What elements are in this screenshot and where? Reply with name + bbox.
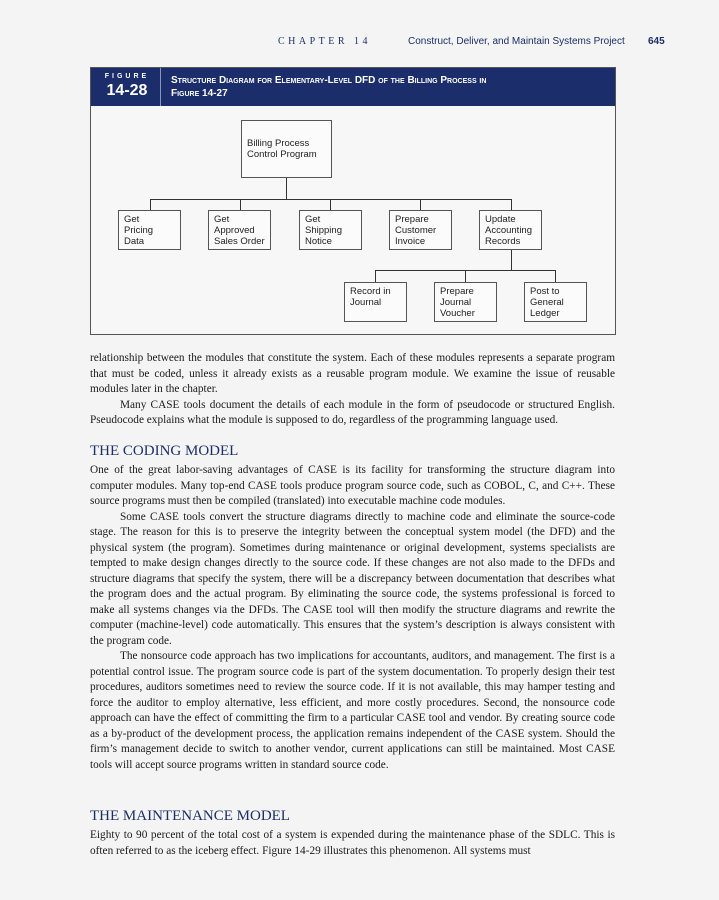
body-section-2 — [90, 463, 615, 773]
connector-to-pricing — [150, 199, 151, 210]
label: Record in — [350, 286, 391, 297]
connector-to-ledger — [555, 270, 556, 282]
connector-to-shipping — [330, 199, 331, 210]
label: Pricing — [124, 225, 154, 236]
label: Journal — [440, 297, 472, 308]
chapter-label: CHAPTER 14 — [278, 36, 372, 47]
label: Journal — [350, 297, 382, 308]
running-header — [0, 36, 719, 50]
running-title: Construct, Deliver, and Maintain Systems Project — [408, 36, 625, 47]
figure-title-bar — [91, 68, 615, 106]
label: Sales Order — [214, 236, 265, 247]
box-record-in-journal — [344, 282, 407, 322]
figure-title-line2: Figure 14-27 — [171, 88, 228, 99]
box-prepare-journal-voucher — [434, 282, 497, 322]
paragraph: Many CASE tools document the details of each module in the form of pseudocode or structured English. Pseudocode explains what the module is supposed to do, regardless of the programming language used. — [90, 398, 615, 426]
box-billing-process-control — [241, 120, 332, 178]
paragraph: Some CASE tools convert the structure diagrams directly to machine code and eliminate the source-code stage. The reason for this is to preserve the integrity between the conceptual system model (the DFD) and the physical system (the program). Sometimes during maintenance or original development, systems specialists are tempted to make design changes directly to the source code. If these changes are not also made to the DFDs and structure diagrams that specify the system, there will be a discrepancy between documentation that describes what the program does and the actual program. By eliminating the source code, the systems professional is forced to make all systems changes via the DFDs. The CASE tool will then modify the structure diagrams and rewrite the computer (machine-level) code automatically. This ensures that the system’s description is always consistent with the program code. — [90, 510, 615, 647]
label: Notice — [305, 236, 332, 247]
figure-divider — [160, 68, 161, 106]
label: Customer — [395, 225, 437, 236]
label: Approved — [214, 225, 255, 236]
box-prepare-customer-invoice — [389, 210, 452, 250]
paragraph: Eighty to 90 percent of the total cost of a system is expended during the maintenance phase of the SDLC. This is often referred to as the iceberg effect. Figure 14-29 illustrates this phenomenon. All systems must — [90, 829, 615, 857]
body-section-3 — [90, 828, 615, 859]
heading-maintenance-model: THE MAINTENANCE MODEL — [90, 808, 290, 824]
label: Data — [124, 236, 145, 247]
label: Update — [485, 214, 516, 225]
label: Post to — [530, 286, 560, 297]
connector-to-record — [375, 270, 376, 282]
root-line2: Control Program — [247, 149, 317, 160]
figure-title-line1: Structure Diagram for Elementary-Level DFD of the Billing Process in — [171, 75, 487, 86]
connector-to-sales-order — [240, 199, 241, 210]
box-post-to-general-ledger — [524, 282, 587, 322]
figure-label — [99, 73, 155, 100]
connector-to-invoice — [420, 199, 421, 210]
paragraph: One of the great labor-saving advantages of CASE is its facility for transforming the structure diagram into computer modules. Many top-end CASE tools produce program source code, such as COBOL, C, and C++. These source programs must then be compiled (translated) into executable machine code modules. — [90, 464, 615, 507]
paragraph: relationship between the modules that constitute the system. Each of these modules represents a separate program that must be coded, unless it already exists as a reusable program module. We examine the issue of reusable modules later in the chapter. — [90, 352, 615, 395]
label: General — [530, 297, 564, 308]
heading-coding-model: THE CODING MODEL — [90, 443, 239, 459]
figure-word: FIGURE — [104, 73, 150, 80]
label: Invoice — [395, 236, 426, 247]
label: Get — [214, 214, 230, 225]
label: Records — [485, 236, 521, 247]
page-number: 645 — [648, 36, 665, 47]
label: Shipping — [305, 225, 342, 236]
figure-number: 14-28 — [106, 82, 148, 99]
label: Prepare — [395, 214, 429, 225]
root-line1: Billing Process — [247, 138, 310, 149]
label: Voucher — [440, 308, 475, 319]
label: Get — [305, 214, 321, 225]
label: Get — [124, 214, 140, 225]
label: Accounting — [485, 225, 533, 236]
box-get-approved-sales-order — [208, 210, 271, 250]
label: Ledger — [530, 308, 560, 319]
body-section-1 — [90, 351, 615, 429]
box-get-shipping-notice — [299, 210, 362, 250]
connector-to-update — [511, 199, 512, 210]
figure-14-28 — [90, 67, 616, 335]
paragraph: The nonsource code approach has two implications for accountants, auditors, and management. The first is a potential control issue. The program source code is part of the system documentation. To properly design their test procedures, auditors sometimes need to review the source code. If it is not available, this may hamper testing and force the auditor to employ alternative, less efficient, and more costly procedures. Second, the nonsource code approach can have the effect of committing the firm to a particular CASE tool and vendor. By creating source code as a by-product of the development process, the application remains independent of the CASE system. Should the firm’s management decide to switch to another vendor, current applications can still be maintained. Most CASE tools will accept source programs written in standard source code. — [90, 650, 615, 771]
figure-title — [171, 74, 601, 100]
connector-update-down — [511, 249, 512, 270]
box-get-pricing-data — [118, 210, 181, 250]
label: Prepare — [440, 286, 474, 297]
connector-to-voucher — [465, 270, 466, 282]
connector-root-down — [286, 177, 287, 199]
box-update-accounting-records — [479, 210, 542, 250]
